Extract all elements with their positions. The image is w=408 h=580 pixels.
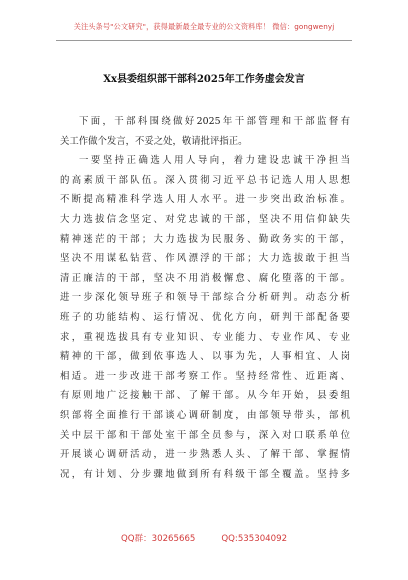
body-line: 求，重视选拔具有专业知识、专业能力、专业作风、专业 (60, 331, 350, 343)
body-line: 下面，干部科围绕做好2025年干部管理和干部监督有 (79, 116, 350, 127)
body-line: 清正廉洁的干部，坚决不用消极懈怠、腐化堕落的干部。 (60, 272, 350, 284)
body-line: 的高素质干部队伍。深入贯彻习近平总书记选人用人思想 (60, 174, 350, 186)
document-title: Xx县委组织部干部科2025年工作务虚会发言 (103, 74, 305, 85)
document-body (60, 112, 350, 484)
body-line: 不断提高精准科学选人用人水平。进一步突出政治标准。 (60, 194, 350, 206)
body-line: 织部将全面推行干部谈心调研制度，由部领导带头，部机 (60, 409, 350, 421)
body-line: 开展谈心调研活动，进一步熟悉人头、了解干部、掌握情 (60, 449, 350, 461)
body-line: 有原则地广泛接触干部、了解干部。从今年开始，县委组 (60, 390, 350, 402)
header-divider (56, 40, 352, 41)
footer-contact (0, 532, 408, 544)
header-banner: 关注头条号"公文研究"，获得最新最全最专业的公文资料库！ 微信：gongwenyj (73, 22, 335, 31)
body-line: 精神的干部，做到依事选人、以事为先，人事相宜、人岗 (60, 351, 350, 363)
body-line: 关中层干部和干部处室干部全员参与，深入对口联系单位 (60, 429, 350, 441)
body-line: 一要坚持正确选人用人导向，着力建设忠诚干净担当 (79, 155, 350, 167)
body-line: 班子的功能结构、运行情况、优化方向，研判干部配备要 (60, 311, 350, 323)
body-line: 况，有计划、分步骤地做到所有科级干部全覆盖。坚持多 (60, 468, 350, 480)
body-line: 进一步深化领导班子和领导干部综合分析研判。动态分析 (60, 292, 350, 304)
body-line: 大力选拔信念坚定、对党忠诚的干部，坚决不用信仰缺失 (60, 213, 350, 225)
body-line: 相适。进一步改进干部考察工作。坚持经常性、近距离、 (60, 370, 350, 382)
footer-qq-group: QQ群：30265665 (120, 534, 196, 544)
footer-qq: QQ:535304092 (221, 534, 288, 544)
body-line: 精神迷茫的干部；大力选拔为民服务、勤政务实的干部， (60, 233, 350, 245)
body-line: 坚决不用谋私钻营、作风漂浮的干部；大力选拔敢于担当 (60, 253, 350, 265)
body-line: 关工作做个发言，不妥之处，敬请批评指正。 (60, 135, 248, 147)
